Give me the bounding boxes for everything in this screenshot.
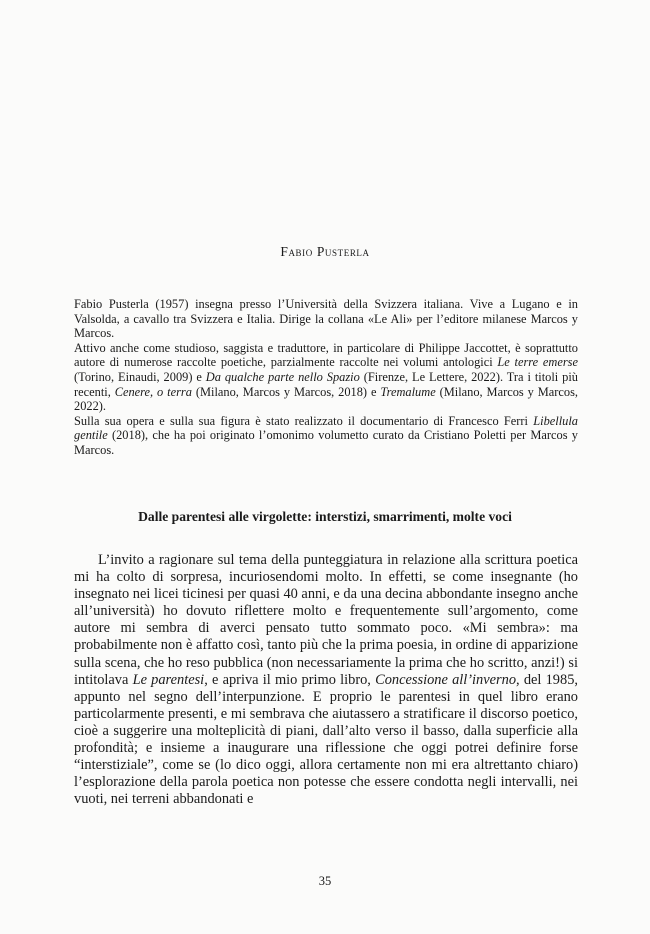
essay-text: L’invito a ragionare sul tema della punteggiatura in relazione alla scrittura poetica mi ha colto di sorpresa, incuriosendomi molto. In effetti, se come insegnante (ho insegnato nei licei ticinesi per quasi 40 anni, e da una decina abbondante insegno anche all’università) ho dovuto riflettere molto e frequentemente sull’argomento, come autore mi sembra di averci pensato tutto sommato poco. «Mi sembra»: ma probabilmente non è affatto così, tanto più che la prima poesia, in ordine di apparizione sulla scena, che ho reso pubblica (non necessariamente la prima che ho scritto, anzi!) si intitolava [74,552,578,688]
book-title: Da qualche parte nello Spazio [205,369,360,384]
bio-paragraph [74,414,578,458]
poem-title: Le parentesi [132,671,205,688]
bio-paragraph [74,297,578,341]
bio-text: Fabio Pusterla (1957) insegna presso l’Università della Svizzera italiana. Vive a Lugano e in Valsolda, a cavallo tra Svizzera e Italia. Dirige la collana «Le Ali» per l’editore milanese Marcos y Marcos. [74,297,578,341]
author-heading: Fabio Pusterla [280,244,370,259]
essay-paragraph [74,552,578,808]
bio-text: Sulla sua opera e sulla sua figura è stato realizzato il documentario di Francesco Ferri [74,413,534,428]
essay-text: , e apriva il mio primo libro, [204,671,376,688]
essay-title: Dalle parentesi alle virgolette: interstizi, smarrimenti, molte voci [138,509,512,524]
book-title: Cenere, o terra [114,384,192,399]
bio-text: (Milano, Marcos y Marcos, 2022). [74,384,578,414]
bio-text: (2018), che ha poi originato l’omonimo volumetto curato da Cristiano Poletti per Marcos y Marcos. [74,428,578,457]
book-title: Tremalume [380,384,436,399]
book-title: Concessione all’inverno [375,671,517,688]
bio-text: (Torino, Einaudi, 2009) e [74,369,206,384]
film-title: Libellula gentile [74,413,578,443]
bio-paragraph [74,341,578,414]
page-number: 35 [318,874,332,888]
essay-body [74,552,578,808]
bio-text: (Firenze, Le Lettere, 2022). Tra i titoli più recenti, [74,369,578,399]
bio-text: (Milano, Marcos y Marcos, 2018) e [191,384,381,399]
book-title: Le terre emerse [497,355,578,370]
author-bio [74,297,578,458]
essay-text: , del 1985, appunto nel segno dell’interpunzione. E proprio le parentesi in quel libro erano particolarmente presenti, e mi sembrava che aiutassero a stratificare il discorso poetico, cioè a suggerire una molteplicità di piani, dall’alto verso il basso, dalla superficie alla profondità; e insieme a inaugurare una riflessione che oggi potrei definire forse “interstiziale”, come se (lo dico oggi, allora certamente non mi era altrettanto chiaro) l’esplorazione della parola poetica non potesse che essere condotta negli intervalli, nei vuoti, nei terreni abbandonati e [74,671,578,808]
bio-text: Attivo anche come studioso, saggista e traduttore, in particolare di Philippe Jaccottet, è soprattutto autore di numerose raccolte poetiche, parzialmente raccolte nei volumi antologici [74,340,578,370]
